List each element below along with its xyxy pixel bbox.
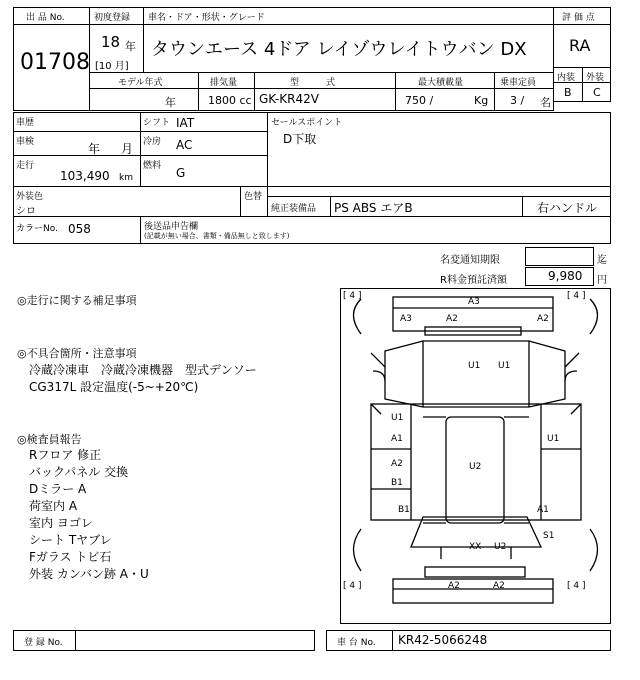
name-change-box bbox=[525, 247, 594, 266]
mileage-label: 走行 bbox=[16, 161, 35, 171]
equipment: PS ABS エアB bbox=[334, 201, 413, 215]
mark-left-a2: A2 bbox=[391, 459, 403, 469]
mark-center-u2: U2 bbox=[469, 462, 482, 472]
corner-label-bl: [ 4 ] bbox=[343, 581, 362, 591]
mark-left-a1: A1 bbox=[391, 434, 403, 444]
inspector-line: 荷室内 A bbox=[29, 499, 78, 513]
inspector-line: Rフロア 修正 bbox=[29, 448, 102, 462]
equipment-label: 純正装備品 bbox=[271, 204, 317, 214]
mileage-unit: km bbox=[119, 173, 133, 183]
car-name: タウンエース 4ドア レイゾウレイトウバン DX bbox=[151, 39, 527, 60]
defects-list bbox=[29, 361, 257, 395]
fuel-label: 燃料 bbox=[143, 161, 162, 171]
inspector-title: ◎検査員報告 bbox=[17, 433, 82, 446]
chassis-number: KR42-5066248 bbox=[398, 633, 488, 647]
inspector-list bbox=[29, 446, 149, 582]
displacement: 1800 cc bbox=[208, 94, 252, 107]
recolor-label: 色替 bbox=[244, 192, 263, 202]
type-label: 型 式 bbox=[290, 78, 336, 88]
mark-roof-right: U1 bbox=[498, 361, 511, 371]
corner-label-tl: [ 4 ] bbox=[343, 291, 362, 301]
capacity-unit: 名 bbox=[540, 96, 551, 109]
mark-front-top: A3 bbox=[468, 297, 480, 307]
interior-label: 内装 bbox=[557, 73, 576, 83]
mark-left-b1: B1 bbox=[391, 478, 403, 488]
inspector-line: 室内 ヨゴレ bbox=[29, 516, 93, 530]
inspection-label: 車検 bbox=[16, 137, 35, 147]
inspection-month-unit: 月 bbox=[121, 142, 134, 156]
mark-rear-left: A2 bbox=[448, 581, 460, 591]
inspector-line: シート Tヤブレ bbox=[29, 533, 112, 547]
recycle-fee: 9,980 bbox=[548, 269, 583, 283]
mark-left-rear-b1: B1 bbox=[398, 505, 410, 515]
mark-roof-left: U1 bbox=[468, 361, 481, 371]
defects-title: ◎不具合箇所・注意事項 bbox=[17, 347, 137, 360]
mileage: 103,490 bbox=[60, 169, 110, 183]
vehicle-diagram bbox=[340, 288, 611, 624]
aftermarket-note: (記載が無い場合、書類・備品無しと致します) bbox=[144, 232, 290, 240]
shift: IAT bbox=[176, 116, 195, 130]
inspection-year-unit: 年 bbox=[88, 142, 101, 156]
max-load: 750 / bbox=[405, 94, 434, 107]
exterior-label: 外装 bbox=[586, 73, 605, 83]
ac-label: 冷房 bbox=[143, 137, 162, 147]
first-reg-month: [10 月] bbox=[95, 61, 129, 72]
mark-rear-xx: XX bbox=[469, 542, 482, 552]
fuel: G bbox=[176, 166, 186, 180]
steering: 右ハンドル bbox=[537, 201, 598, 215]
capacity: 3 / bbox=[510, 94, 525, 107]
reg-no-label: 登 録 No. bbox=[24, 638, 63, 648]
first-reg-year: 18 bbox=[101, 33, 121, 51]
mark-left-u1: U1 bbox=[391, 413, 404, 423]
sales-point-label: セールスポイント bbox=[271, 118, 343, 128]
history-label: 車歴 bbox=[16, 118, 35, 128]
color-no: 058 bbox=[68, 222, 91, 236]
max-load-unit: Kg bbox=[474, 94, 489, 107]
color: シロ bbox=[16, 206, 36, 217]
name-change-unit: 迄 bbox=[597, 255, 607, 266]
defect-line: CG317L 設定温度(-5~+20℃) bbox=[29, 380, 199, 394]
displacement-label: 排気量 bbox=[210, 78, 238, 88]
grade-label: 評 価 点 bbox=[562, 13, 595, 23]
inspector-line: 外装 カンバン跡 A・U bbox=[29, 567, 149, 581]
mark-rear-right: A2 bbox=[493, 581, 505, 591]
recycle-label: R料金預託済額 bbox=[440, 275, 507, 286]
defect-line: 冷蔵冷凍車 冷蔵冷凍機器 型式デンソー bbox=[29, 363, 257, 377]
car-name-label: 車名・ドア・形状・グレード bbox=[148, 13, 265, 23]
corner-label-tr: [ 4 ] bbox=[567, 291, 586, 301]
shift-label: シフト bbox=[143, 118, 171, 128]
exterior-grade: C bbox=[593, 86, 601, 99]
color-label: 外装色 bbox=[16, 192, 44, 202]
first-reg-label: 初度登録 bbox=[94, 13, 131, 23]
color-no-label: カラーNo. bbox=[16, 224, 58, 234]
mark-right-s1: S1 bbox=[543, 531, 555, 541]
lot-number: 01708 bbox=[20, 50, 90, 75]
mark-rear-u2: U2 bbox=[494, 542, 507, 552]
max-load-label: 最大積載量 bbox=[418, 78, 464, 88]
interior-grade: B bbox=[564, 86, 572, 99]
model-year-unit: 年 bbox=[165, 96, 176, 109]
supplement-title: ◎走行に関する補足事項 bbox=[17, 294, 137, 307]
corner-label-br: [ 4 ] bbox=[567, 581, 586, 591]
grade: RA bbox=[569, 36, 591, 55]
recycle-unit: 円 bbox=[597, 275, 607, 286]
inspector-line: バックパネル 交換 bbox=[29, 465, 129, 479]
model-year-label: モデル年式 bbox=[118, 78, 163, 88]
mark-front-left: A3 bbox=[400, 314, 412, 324]
mark-front-right: A2 bbox=[537, 314, 549, 324]
inspector-line: Fガラス トビ石 bbox=[29, 550, 112, 564]
ac: AC bbox=[176, 138, 193, 152]
model-type: GK-KR42V bbox=[259, 92, 319, 106]
inspector-line: Dミラー A bbox=[29, 482, 87, 496]
mark-right-u1: U1 bbox=[547, 434, 560, 444]
first-reg-year-unit: 年 bbox=[125, 40, 136, 53]
mark-right-a1: A1 bbox=[537, 505, 549, 515]
sales-point: D下取 bbox=[283, 132, 317, 146]
mark-front-mid: A2 bbox=[446, 314, 458, 324]
capacity-label: 乗車定員 bbox=[500, 78, 537, 88]
chassis-label: 車 台 No. bbox=[337, 638, 376, 648]
name-change-label: 名変通知期限 bbox=[440, 255, 500, 266]
vehicle-outline bbox=[341, 289, 610, 623]
lot-label: 出 品 No. bbox=[26, 13, 65, 23]
aftermarket-label: 後送品申告欄 bbox=[144, 222, 199, 232]
